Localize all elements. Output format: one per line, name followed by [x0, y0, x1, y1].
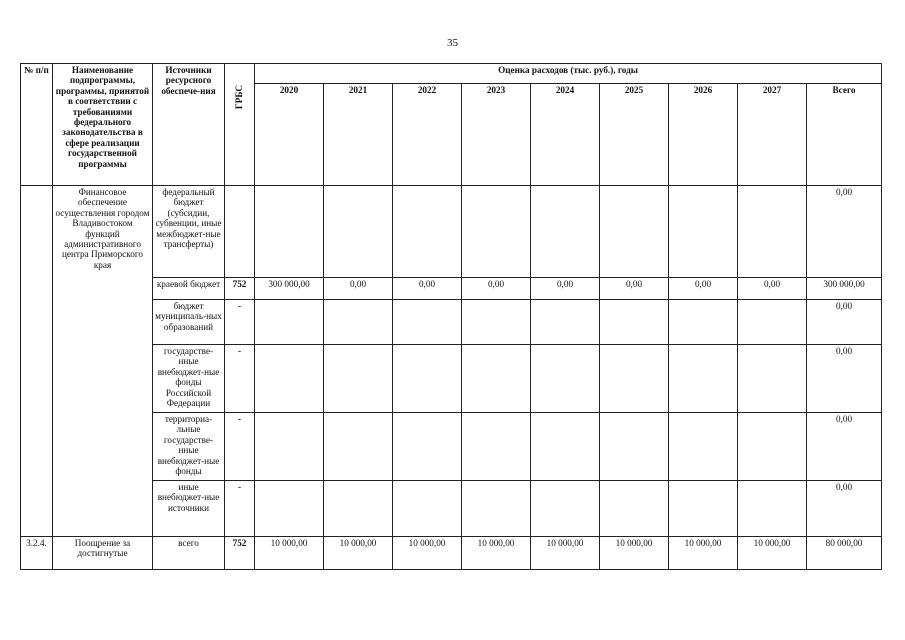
row-grbs: 752 [225, 537, 255, 570]
row-source: краевой бюджет [153, 278, 225, 300]
row-value: 10 000,00 [324, 537, 393, 570]
row-source: федеральный бюджет (субсидии, субвенции, иные межбюджет-ные трансферты) [153, 186, 225, 278]
row-value [738, 345, 807, 413]
row-total: 0,00 [807, 481, 882, 537]
row-value: 0,00 [531, 278, 600, 300]
row-value [393, 481, 462, 537]
row-source: бюджет муниципаль-ных образований [153, 300, 225, 345]
table-row [21, 537, 882, 570]
row-value [462, 413, 531, 481]
row-grbs [225, 186, 255, 278]
row-value [393, 300, 462, 345]
row-value [393, 186, 462, 278]
header-year-total: Всего [807, 84, 882, 186]
row-value [324, 300, 393, 345]
row-value: 10 000,00 [669, 537, 738, 570]
row-value [600, 413, 669, 481]
row-value [324, 481, 393, 537]
header-num: № п/п [21, 64, 53, 186]
header-grbs: ГРБС [234, 85, 245, 110]
row-value [255, 186, 324, 278]
row-value: 10 000,00 [600, 537, 669, 570]
row-value [600, 481, 669, 537]
header-year: 2020 [255, 84, 324, 186]
header-estimate: Оценка расходов (тыс. руб.), годы [255, 64, 882, 84]
row-total: 0,00 [807, 300, 882, 345]
row-value: 0,00 [669, 278, 738, 300]
row-value [531, 300, 600, 345]
row-value [669, 300, 738, 345]
row-value: 0,00 [324, 278, 393, 300]
header-source: Источники ресурсного обеспече-ния [153, 64, 225, 186]
row-value [669, 186, 738, 278]
row-value [324, 186, 393, 278]
header-row-top [21, 64, 882, 84]
row-total: 0,00 [807, 345, 882, 413]
header-year: 2026 [669, 84, 738, 186]
row-value [393, 413, 462, 481]
row-source: иные внебюджет-ные источники [153, 481, 225, 537]
row-value: 10 000,00 [393, 537, 462, 570]
header-year: 2025 [600, 84, 669, 186]
row-value [738, 481, 807, 537]
header-year: 2027 [738, 84, 807, 186]
row-value [669, 413, 738, 481]
row-value [669, 481, 738, 537]
row-source: всего [153, 537, 225, 570]
row-value [531, 186, 600, 278]
row-value [600, 345, 669, 413]
header-year: 2021 [324, 84, 393, 186]
row-value: 0,00 [393, 278, 462, 300]
header-name: Наименование подпрограммы, программы, принятой в соответствии с требованиями федерального законодательства в сфере реализации государственной программы [53, 64, 153, 186]
row-grbs: 752 [225, 278, 255, 300]
row-name: Поощрение за достигнутые [53, 537, 153, 570]
row-value [393, 345, 462, 413]
row-value [600, 186, 669, 278]
row-source: территориа-льные государстве-нные внебюджет-ные фонды [153, 413, 225, 481]
row-value: 10 000,00 [531, 537, 600, 570]
row-value [531, 345, 600, 413]
row-source: государстве-нные внебюджет-ные фонды Российской Федерации [153, 345, 225, 413]
row-value [255, 481, 324, 537]
row-value [324, 345, 393, 413]
row-value [738, 186, 807, 278]
row-grbs: - [225, 345, 255, 413]
row-name: Финансовое обеспечение осуществления городом Владивостоком функций административного центра Приморского края [53, 186, 153, 537]
row-value: 10 000,00 [255, 537, 324, 570]
row-total: 300 000,00 [807, 278, 882, 300]
row-num [21, 186, 53, 537]
row-value [324, 413, 393, 481]
page-number: 35 [447, 37, 458, 49]
row-value [738, 413, 807, 481]
header-year: 2024 [531, 84, 600, 186]
row-value [600, 300, 669, 345]
row-value [462, 481, 531, 537]
row-value [255, 300, 324, 345]
table-row [21, 186, 882, 278]
header-grbs-cell [225, 64, 255, 186]
row-value: 300 000,00 [255, 278, 324, 300]
row-value [531, 413, 600, 481]
row-value [255, 413, 324, 481]
row-grbs: - [225, 413, 255, 481]
row-value: 0,00 [738, 278, 807, 300]
header-year: 2022 [393, 84, 462, 186]
row-value [462, 300, 531, 345]
row-value: 0,00 [600, 278, 669, 300]
row-total: 0,00 [807, 413, 882, 481]
row-value [531, 481, 600, 537]
row-total: 0,00 [807, 186, 882, 278]
header-year: 2023 [462, 84, 531, 186]
row-num: 3.2.4. [21, 537, 53, 570]
row-value: 0,00 [462, 278, 531, 300]
row-value [669, 345, 738, 413]
row-grbs: - [225, 300, 255, 345]
row-grbs: - [225, 481, 255, 537]
row-value: 10 000,00 [738, 537, 807, 570]
row-value: 10 000,00 [462, 537, 531, 570]
expenses-table [20, 63, 882, 570]
row-value [462, 186, 531, 278]
row-value [462, 345, 531, 413]
row-value [255, 345, 324, 413]
row-value [738, 300, 807, 345]
row-total: 80 000,00 [807, 537, 882, 570]
